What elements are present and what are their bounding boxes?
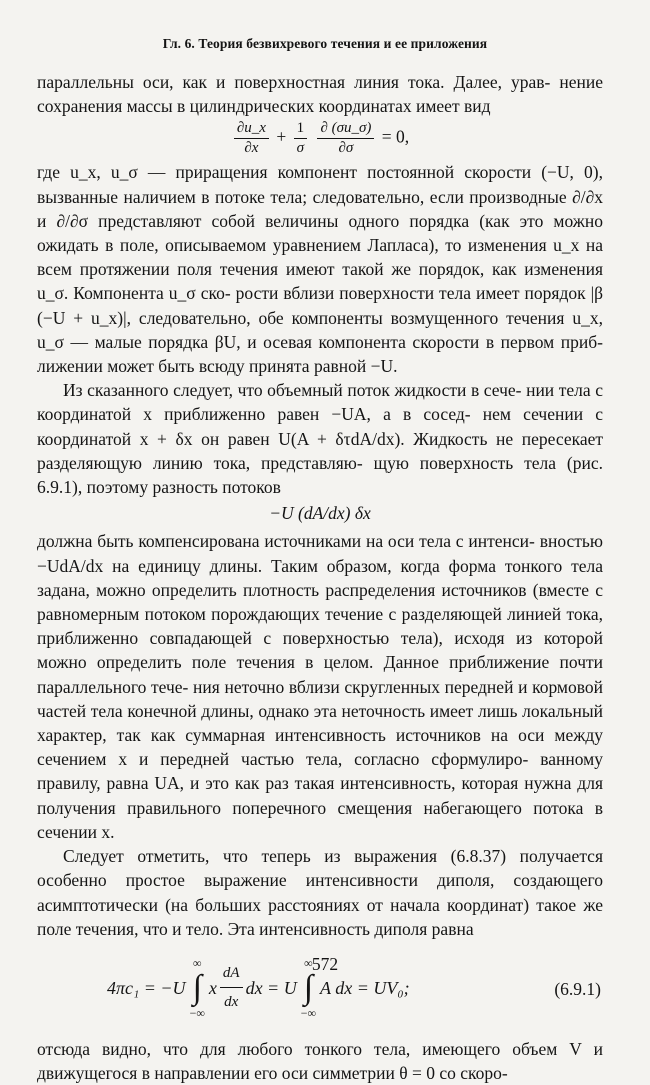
paragraph-2: [37, 160, 603, 378]
text-line: которая нужна для получения правильного поперечного смещения: [37, 773, 603, 818]
lower-limit: −∞: [300, 1005, 317, 1020]
plus-sign: +: [276, 126, 287, 147]
paragraph-6: [37, 1037, 603, 1085]
denominator: dx: [224, 994, 239, 1011]
text-line: где u_x, u_σ — приращения компонент постоянной скорости: [37, 162, 532, 183]
equation-number: (6.9.1): [554, 978, 601, 999]
text-line: нение сохранения массы в цилиндрических координатах имеет: [37, 72, 603, 117]
text-line: рости вблизи поверхности тела имеет порядок |β (−U + u_x)|,: [37, 283, 604, 328]
formula-lhs: 4πc₁ = −U: [107, 977, 186, 998]
formula-middle: dx = U: [245, 977, 297, 998]
fraction: [294, 121, 308, 156]
text-line: Жидкость не пересекает разделяющую линию тока, представляю-: [37, 428, 604, 473]
paragraph-1: [37, 70, 603, 118]
text-line: Лапласа), то изменения u_x на всем протяжении поля течения: [37, 235, 604, 280]
text-line: вид: [463, 96, 491, 117]
numerator: ∂ (σu_σ): [317, 121, 374, 139]
text-line: Из сказанного следует, что объемный поток жидкости в сече-: [63, 380, 522, 401]
upper-limit: ∞: [304, 955, 313, 970]
text-line: должна быть компенсирована источниками на оси тела с интенси-: [37, 531, 535, 552]
text-line: и движущегося в направлении его оси симметрии θ = 0 со скоро-: [37, 1038, 604, 1084]
running-header: Гл. 6. Теория безвихревого течения и ее приложения: [162, 36, 488, 51]
text-line: набегающего потока в сечении x.: [37, 797, 603, 842]
page-body: [37, 70, 603, 1085]
text-line: ния неточно вблизи скругленных передней и кормовой частей тела: [37, 676, 604, 721]
numerator: 1: [294, 121, 308, 139]
text-line: характер, так как суммарная интенсивность источников на оси: [37, 725, 545, 746]
text-line: малые порядка βU, и осевая компонента скорости в первом приб-: [94, 331, 603, 352]
paragraph-5: [37, 844, 603, 941]
equation-mass-conservation: [37, 121, 603, 156]
denominator: ∂σ: [338, 140, 354, 157]
text-line: между сечением x и передней частью тела, согласно сформулиро-: [37, 725, 603, 770]
text-line: равна: [431, 918, 474, 939]
text-line: источников (вместе с равномерным потоком порождающих: [37, 579, 603, 625]
text-line: лижении может быть всюду принята равной −U.: [37, 356, 398, 377]
integrand-x: x: [208, 977, 217, 998]
integral-glyph: ∫: [192, 968, 202, 1006]
text-line: нии тела с координатой x приближенно равен −UA, а в сосед-: [37, 380, 603, 425]
text-line: конечной длины, однако эта неточность имеет лишь локальный: [127, 700, 603, 721]
text-line: такое же поле течения, что и тело. Эта интенсивность диполя: [37, 894, 603, 939]
text-line: ванному правилу, равна UA, и это как раз такая интенсивность,: [37, 749, 604, 794]
equation-rhs: = 0,: [381, 126, 410, 147]
text-line: производные ∂/∂x и ∂/∂σ представляют собой величины одного: [37, 186, 603, 231]
upper-limit: ∞: [192, 955, 202, 970]
denominator: ∂x: [244, 140, 259, 157]
text-line: течение с разделяющей линией тока, приближенно совпадающей: [37, 604, 603, 649]
integral-glyph: ∫: [303, 968, 314, 1006]
text-line: асимптотически (на больших расстояниях от начала координат): [37, 894, 530, 915]
text-line: вностью −UdA/dx на единицу длины. Таким образом, когда форма: [37, 531, 603, 576]
text-line: с поверхностью тела), исходя из которой можно определить поле: [37, 628, 603, 673]
text-line: Следует отметить, что теперь из выражения (6.8.37) получается: [63, 846, 603, 867]
integrand-a: A dx = UV₀;: [320, 977, 410, 998]
flux-difference-expression: −U (dA/dx) δx: [269, 503, 371, 524]
text-line: следовательно, обе компоненты возмущенного течения u_x, u_σ —: [37, 307, 604, 352]
text-line: (−U, 0), вызванные наличием в потоке тела; следовательно, если: [37, 162, 603, 207]
equation-flux-difference: [37, 501, 603, 525]
text-line: отсюда видно, что для любого тонкого тела, имеющего объем V: [37, 1038, 582, 1059]
text-line: течения в целом. Данное приближение почти параллельного тече-: [37, 652, 604, 697]
paragraph-3: [37, 378, 603, 499]
text-line: щую поверхность тела (рис. 6.9.1), поэтому разность потоков: [37, 452, 604, 498]
text-line: нем сечении с координатой x + δx он равен U(A + δτdA/dx).: [37, 404, 604, 449]
numerator: ∂u_x: [234, 121, 269, 139]
page-number: 572: [311, 954, 339, 974]
text-line: параллельны оси, как и поверхностная линия тока. Далее, урав-: [37, 72, 551, 92]
lower-limit: −∞: [189, 1005, 205, 1020]
text-line: особенно простое выражение интенсивности диполя, создающего: [37, 870, 603, 891]
fraction: [317, 121, 374, 156]
fraction: [234, 121, 269, 156]
denominator: σ: [296, 140, 305, 157]
text-line: порядка (как это можно ожидать в поле, описываемом уравнением: [37, 210, 604, 256]
text-line: тонкого тела задана, можно определить плотность распределения: [37, 555, 603, 600]
numerator: dA: [220, 961, 243, 988]
paragraph-4: [37, 529, 603, 844]
text-line: имеют такой же порядок, как изменения u_σ. Компонента u_σ ско-: [37, 259, 604, 304]
